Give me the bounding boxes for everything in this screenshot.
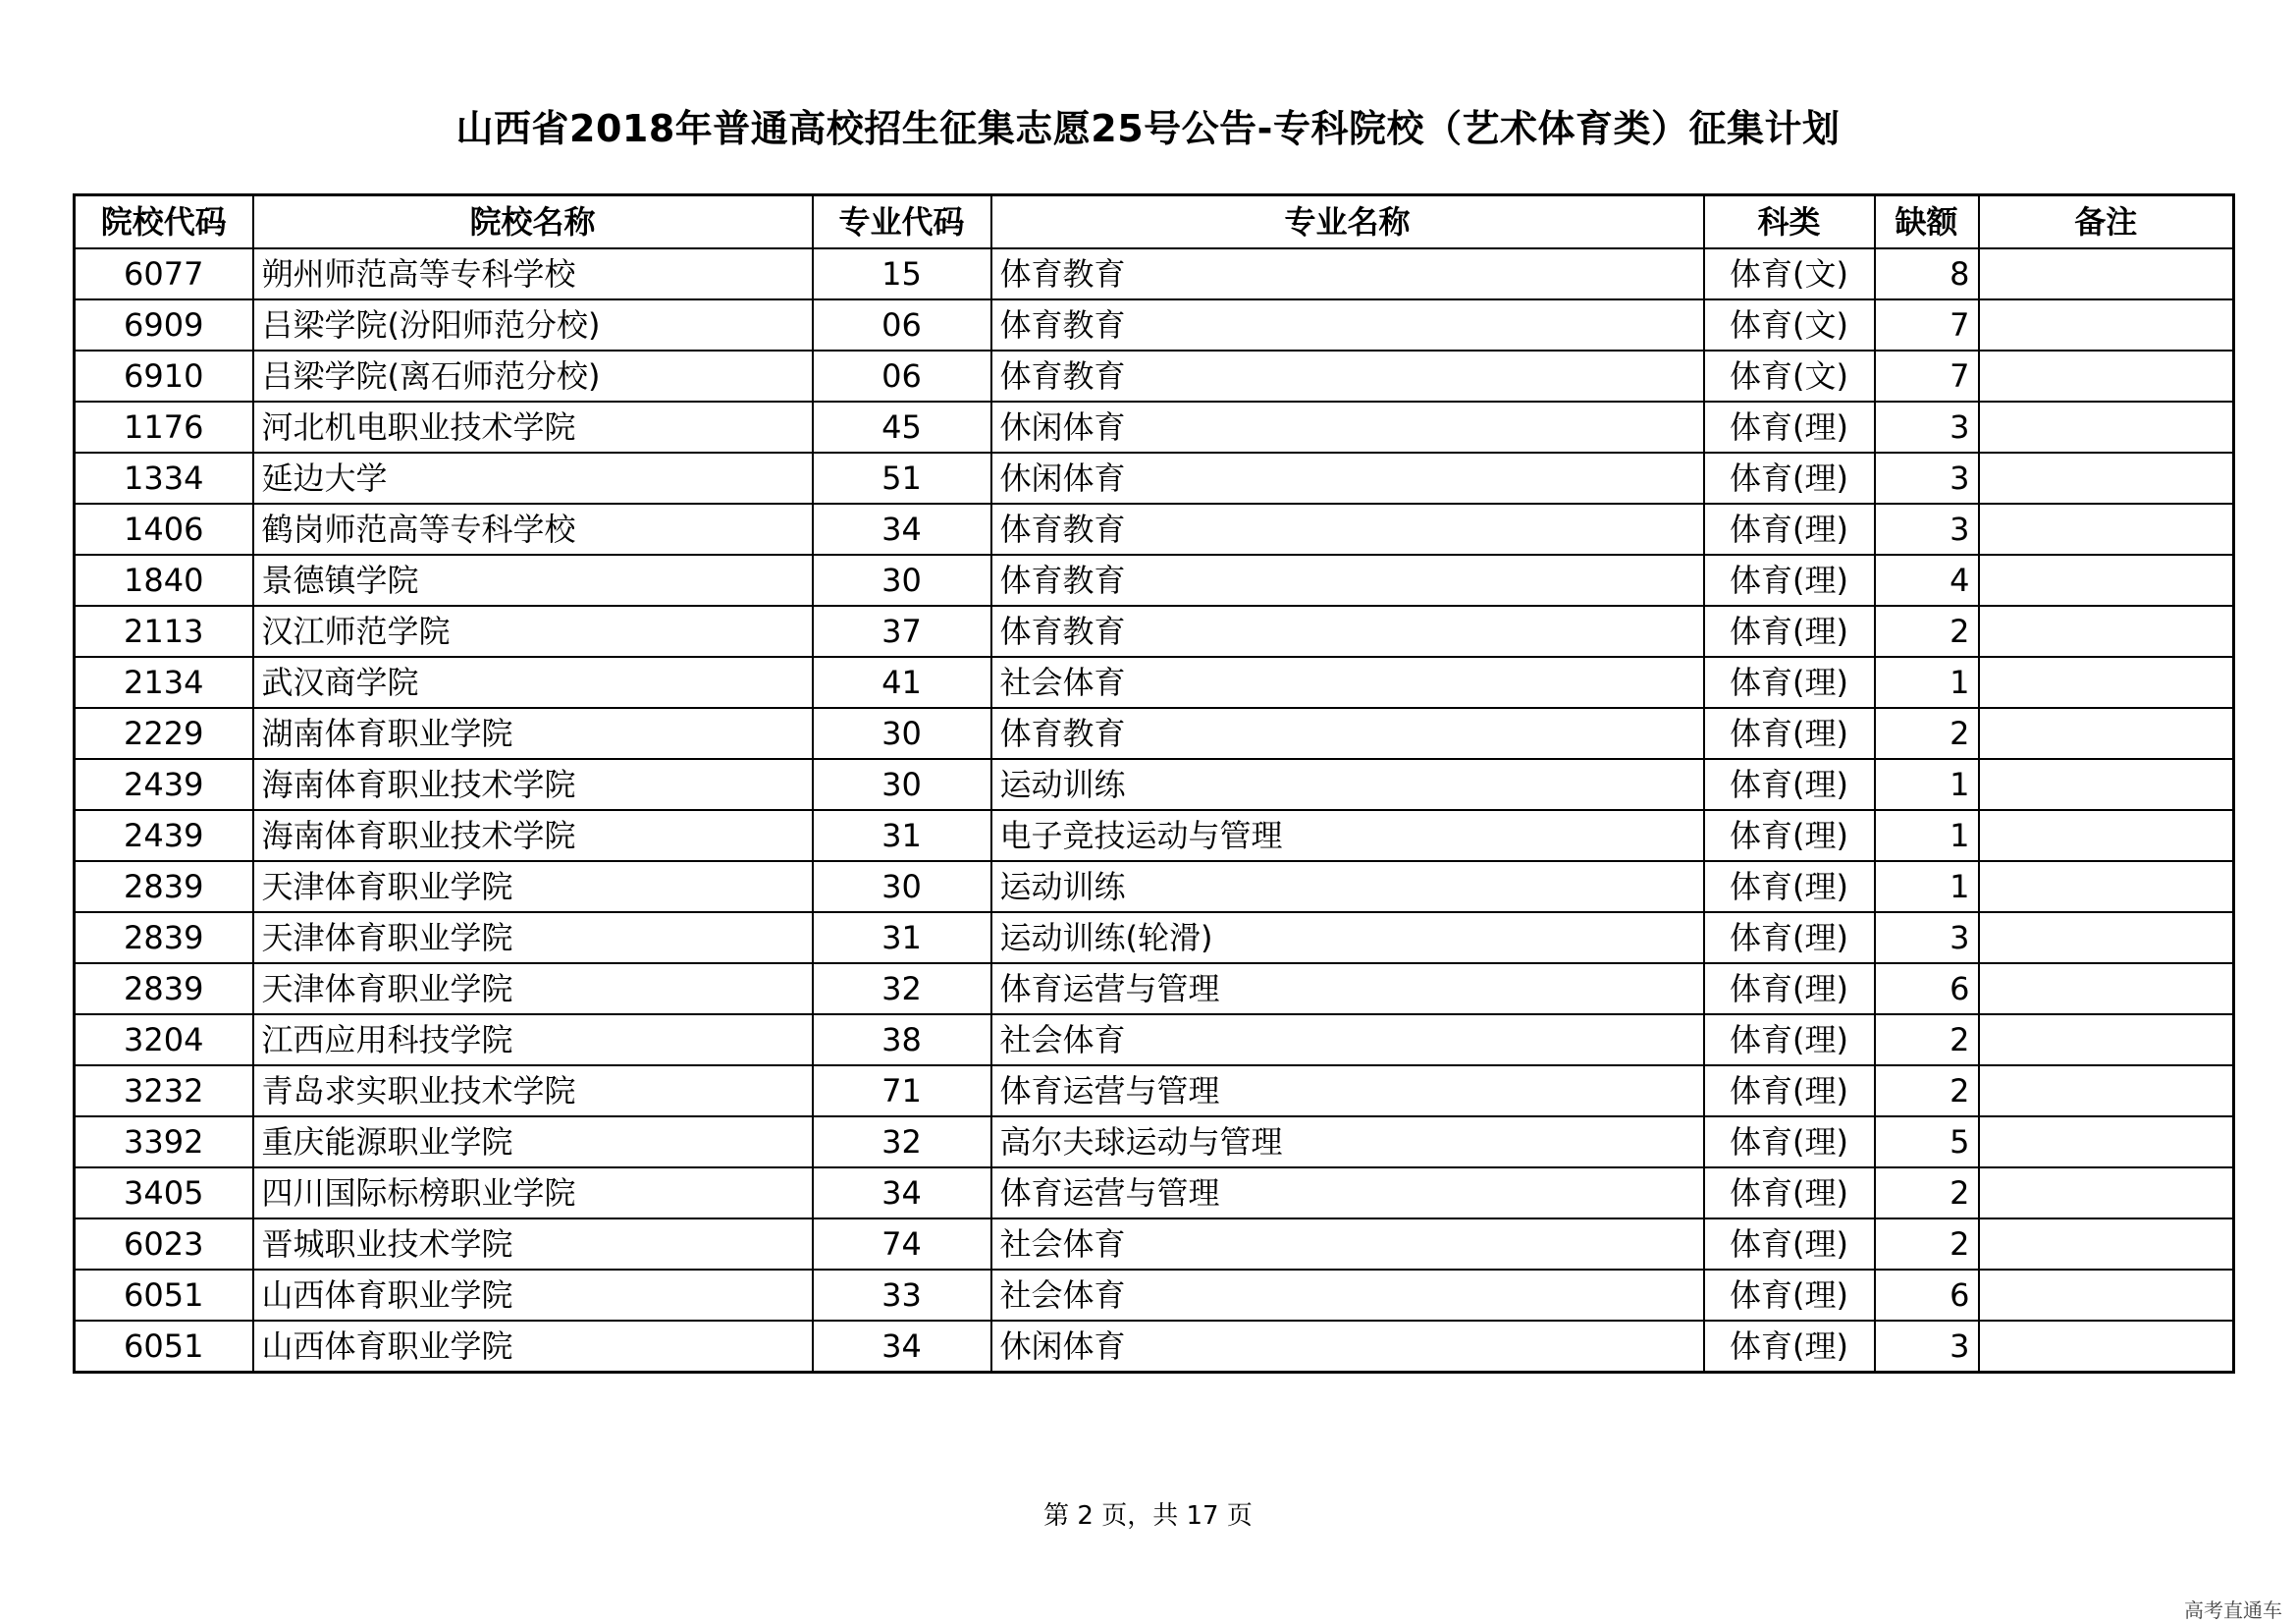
header-row (75, 195, 2234, 249)
remarks-cell (1979, 1065, 2234, 1116)
major-name-cell: 运动训练 (991, 759, 1704, 810)
school-code-cell: 2439 (75, 810, 253, 861)
remarks-cell (1979, 912, 2234, 963)
table-row (75, 1270, 2234, 1321)
school-name-cell: 武汉商学院 (253, 657, 813, 708)
major-name-cell: 电子竞技运动与管理 (991, 810, 1704, 861)
remarks-cell (1979, 1014, 2234, 1065)
remarks-cell (1979, 351, 2234, 402)
vacancy-cell: 7 (1875, 351, 1979, 402)
table-row (75, 453, 2234, 504)
school-name-cell: 重庆能源职业学院 (253, 1116, 813, 1167)
school-name-cell: 吕梁学院(离石师范分校) (253, 351, 813, 402)
page-number: 第 2 页，共 17 页 (1043, 1501, 1253, 1531)
school-name-cell: 朔州师范高等专科学校 (253, 248, 813, 299)
major-name-cell: 运动训练(轮滑) (991, 912, 1704, 963)
major-name-cell: 体育教育 (991, 299, 1704, 351)
school-name-cell: 鹤岗师范高等专科学校 (253, 504, 813, 555)
header-school-code: 院校代码 (75, 195, 253, 249)
major-name-cell: 体育运营与管理 (991, 1167, 1704, 1218)
major-name-cell: 体育教育 (991, 555, 1704, 606)
category-cell: 体育(理) (1704, 1167, 1875, 1218)
vacancy-cell: 2 (1875, 1167, 1979, 1218)
vacancy-cell: 3 (1875, 402, 1979, 453)
vacancy-cell: 3 (1875, 504, 1979, 555)
school-code-cell: 3405 (75, 1167, 253, 1218)
remarks-cell (1979, 555, 2234, 606)
table-row (75, 810, 2234, 861)
school-name-cell: 山西体育职业学院 (253, 1270, 813, 1321)
category-cell: 体育(理) (1704, 1321, 1875, 1373)
remarks-cell (1979, 759, 2234, 810)
major-code-cell: 71 (813, 1065, 991, 1116)
major-code-cell: 45 (813, 402, 991, 453)
category-cell: 体育(理) (1704, 453, 1875, 504)
school-name-cell: 江西应用科技学院 (253, 1014, 813, 1065)
vacancy-cell: 1 (1875, 657, 1979, 708)
major-name-cell: 社会体育 (991, 657, 1704, 708)
school-code-cell: 2439 (75, 759, 253, 810)
major-code-cell: 31 (813, 912, 991, 963)
vacancy-cell: 1 (1875, 861, 1979, 912)
category-cell: 体育(理) (1704, 963, 1875, 1014)
vacancy-cell: 3 (1875, 1321, 1979, 1373)
remarks-cell (1979, 1167, 2234, 1218)
vacancy-cell: 2 (1875, 1014, 1979, 1065)
category-cell: 体育(文) (1704, 299, 1875, 351)
table-row (75, 351, 2234, 402)
school-name-cell: 青岛求实职业技术学院 (253, 1065, 813, 1116)
header-remarks: 备注 (1979, 195, 2234, 249)
remarks-cell (1979, 861, 2234, 912)
major-code-cell: 30 (813, 759, 991, 810)
category-cell: 体育(理) (1704, 708, 1875, 759)
category-cell: 体育(理) (1704, 861, 1875, 912)
category-cell: 体育(理) (1704, 657, 1875, 708)
table-row (75, 1065, 2234, 1116)
school-code-cell: 2839 (75, 963, 253, 1014)
table-header (75, 195, 2234, 249)
remarks-cell (1979, 606, 2234, 657)
remarks-cell (1979, 963, 2234, 1014)
school-name-cell: 湖南体育职业学院 (253, 708, 813, 759)
remarks-cell (1979, 810, 2234, 861)
major-name-cell: 体育教育 (991, 606, 1704, 657)
school-code-cell: 6051 (75, 1321, 253, 1373)
major-name-cell: 体育运营与管理 (991, 963, 1704, 1014)
school-code-cell: 3204 (75, 1014, 253, 1065)
category-cell: 体育(理) (1704, 810, 1875, 861)
header-major-code: 专业代码 (813, 195, 991, 249)
table-row (75, 555, 2234, 606)
table-row (75, 248, 2234, 299)
vacancy-cell: 6 (1875, 963, 1979, 1014)
remarks-cell (1979, 1270, 2234, 1321)
major-name-cell: 社会体育 (991, 1014, 1704, 1065)
vacancy-cell: 2 (1875, 1065, 1979, 1116)
major-code-cell: 74 (813, 1218, 991, 1270)
table-row (75, 1321, 2234, 1373)
major-code-cell: 34 (813, 1321, 991, 1373)
school-name-cell: 山西体育职业学院 (253, 1321, 813, 1373)
school-code-cell: 2839 (75, 861, 253, 912)
vacancy-cell: 2 (1875, 708, 1979, 759)
major-name-cell: 休闲体育 (991, 1321, 1704, 1373)
table-row (75, 299, 2234, 351)
major-code-cell: 34 (813, 504, 991, 555)
major-name-cell: 体育教育 (991, 248, 1704, 299)
category-cell: 体育(理) (1704, 555, 1875, 606)
vacancy-cell: 4 (1875, 555, 1979, 606)
category-cell: 体育(理) (1704, 1218, 1875, 1270)
school-code-cell: 6910 (75, 351, 253, 402)
table-row (75, 504, 2234, 555)
category-cell: 体育(理) (1704, 1270, 1875, 1321)
school-code-cell: 3232 (75, 1065, 253, 1116)
school-code-cell: 1406 (75, 504, 253, 555)
major-name-cell: 体育教育 (991, 708, 1704, 759)
header-vacancy: 缺额 (1875, 195, 1979, 249)
table-row (75, 402, 2234, 453)
major-name-cell: 休闲体育 (991, 453, 1704, 504)
school-name-cell: 河北机电职业技术学院 (253, 402, 813, 453)
major-name-cell: 休闲体育 (991, 402, 1704, 453)
category-cell: 体育(理) (1704, 1116, 1875, 1167)
category-cell: 体育(文) (1704, 248, 1875, 299)
school-name-cell: 汉江师范学院 (253, 606, 813, 657)
vacancy-cell: 3 (1875, 453, 1979, 504)
school-name-cell: 晋城职业技术学院 (253, 1218, 813, 1270)
remarks-cell (1979, 708, 2234, 759)
remarks-cell (1979, 402, 2234, 453)
school-name-cell: 天津体育职业学院 (253, 963, 813, 1014)
major-name-cell: 运动训练 (991, 861, 1704, 912)
category-cell: 体育(理) (1704, 1014, 1875, 1065)
table-row (75, 963, 2234, 1014)
major-code-cell: 30 (813, 708, 991, 759)
major-code-cell: 32 (813, 1116, 991, 1167)
header-school-name: 院校名称 (253, 195, 813, 249)
remarks-cell (1979, 504, 2234, 555)
school-code-cell: 2134 (75, 657, 253, 708)
school-code-cell: 1176 (75, 402, 253, 453)
table-row (75, 708, 2234, 759)
category-cell: 体育(理) (1704, 1065, 1875, 1116)
category-cell: 体育(理) (1704, 606, 1875, 657)
major-code-cell: 33 (813, 1270, 991, 1321)
table-row (75, 1116, 2234, 1167)
table-row (75, 759, 2234, 810)
major-name-cell: 社会体育 (991, 1270, 1704, 1321)
school-code-cell: 6051 (75, 1270, 253, 1321)
major-code-cell: 34 (813, 1167, 991, 1218)
major-code-cell: 41 (813, 657, 991, 708)
category-cell: 体育(理) (1704, 759, 1875, 810)
table-row (75, 861, 2234, 912)
major-name-cell: 体育教育 (991, 504, 1704, 555)
vacancy-cell: 7 (1875, 299, 1979, 351)
school-code-cell: 2229 (75, 708, 253, 759)
table-row (75, 606, 2234, 657)
remarks-cell (1979, 248, 2234, 299)
category-cell: 体育(理) (1704, 504, 1875, 555)
vacancy-cell: 2 (1875, 606, 1979, 657)
school-code-cell: 1334 (75, 453, 253, 504)
vacancy-cell: 6 (1875, 1270, 1979, 1321)
document-title: 山西省2018年普通高校招生征集志愿25号公告-专科院校（艺术体育类）征集计划 (455, 107, 1841, 150)
school-name-cell: 吕梁学院(汾阳师范分校) (253, 299, 813, 351)
table-row (75, 1167, 2234, 1218)
category-cell: 体育(文) (1704, 351, 1875, 402)
major-code-cell: 38 (813, 1014, 991, 1065)
watermark: 高考直通车 (2184, 1598, 2282, 1622)
major-code-cell: 15 (813, 248, 991, 299)
major-code-cell: 51 (813, 453, 991, 504)
major-code-cell: 30 (813, 861, 991, 912)
vacancy-cell: 1 (1875, 759, 1979, 810)
school-code-cell: 6023 (75, 1218, 253, 1270)
school-name-cell: 延边大学 (253, 453, 813, 504)
remarks-cell (1979, 1321, 2234, 1373)
school-code-cell: 3392 (75, 1116, 253, 1167)
major-name-cell: 体育运营与管理 (991, 1065, 1704, 1116)
school-name-cell: 海南体育职业技术学院 (253, 810, 813, 861)
major-name-cell: 体育教育 (991, 351, 1704, 402)
school-name-cell: 天津体育职业学院 (253, 912, 813, 963)
school-code-cell: 2839 (75, 912, 253, 963)
major-code-cell: 06 (813, 299, 991, 351)
category-cell: 体育(理) (1704, 402, 1875, 453)
school-name-cell: 天津体育职业学院 (253, 861, 813, 912)
vacancy-cell: 5 (1875, 1116, 1979, 1167)
vacancy-cell: 2 (1875, 1218, 1979, 1270)
header-major-name: 专业名称 (991, 195, 1704, 249)
table-row (75, 1218, 2234, 1270)
school-code-cell: 6909 (75, 299, 253, 351)
recruitment-plan-table (73, 193, 2235, 1374)
school-name-cell: 景德镇学院 (253, 555, 813, 606)
header-category: 科类 (1704, 195, 1875, 249)
school-code-cell: 1840 (75, 555, 253, 606)
major-name-cell: 高尔夫球运动与管理 (991, 1116, 1704, 1167)
table-row (75, 912, 2234, 963)
remarks-cell (1979, 299, 2234, 351)
remarks-cell (1979, 657, 2234, 708)
remarks-cell (1979, 453, 2234, 504)
major-code-cell: 37 (813, 606, 991, 657)
category-cell: 体育(理) (1704, 912, 1875, 963)
vacancy-cell: 8 (1875, 248, 1979, 299)
school-code-cell: 2113 (75, 606, 253, 657)
vacancy-cell: 3 (1875, 912, 1979, 963)
major-code-cell: 32 (813, 963, 991, 1014)
table-row (75, 657, 2234, 708)
major-name-cell: 社会体育 (991, 1218, 1704, 1270)
major-code-cell: 30 (813, 555, 991, 606)
table-row (75, 1014, 2234, 1065)
school-name-cell: 海南体育职业技术学院 (253, 759, 813, 810)
major-code-cell: 06 (813, 351, 991, 402)
school-name-cell: 四川国际标榜职业学院 (253, 1167, 813, 1218)
vacancy-cell: 1 (1875, 810, 1979, 861)
remarks-cell (1979, 1116, 2234, 1167)
remarks-cell (1979, 1218, 2234, 1270)
table-body (75, 248, 2234, 1373)
major-code-cell: 31 (813, 810, 991, 861)
school-code-cell: 6077 (75, 248, 253, 299)
